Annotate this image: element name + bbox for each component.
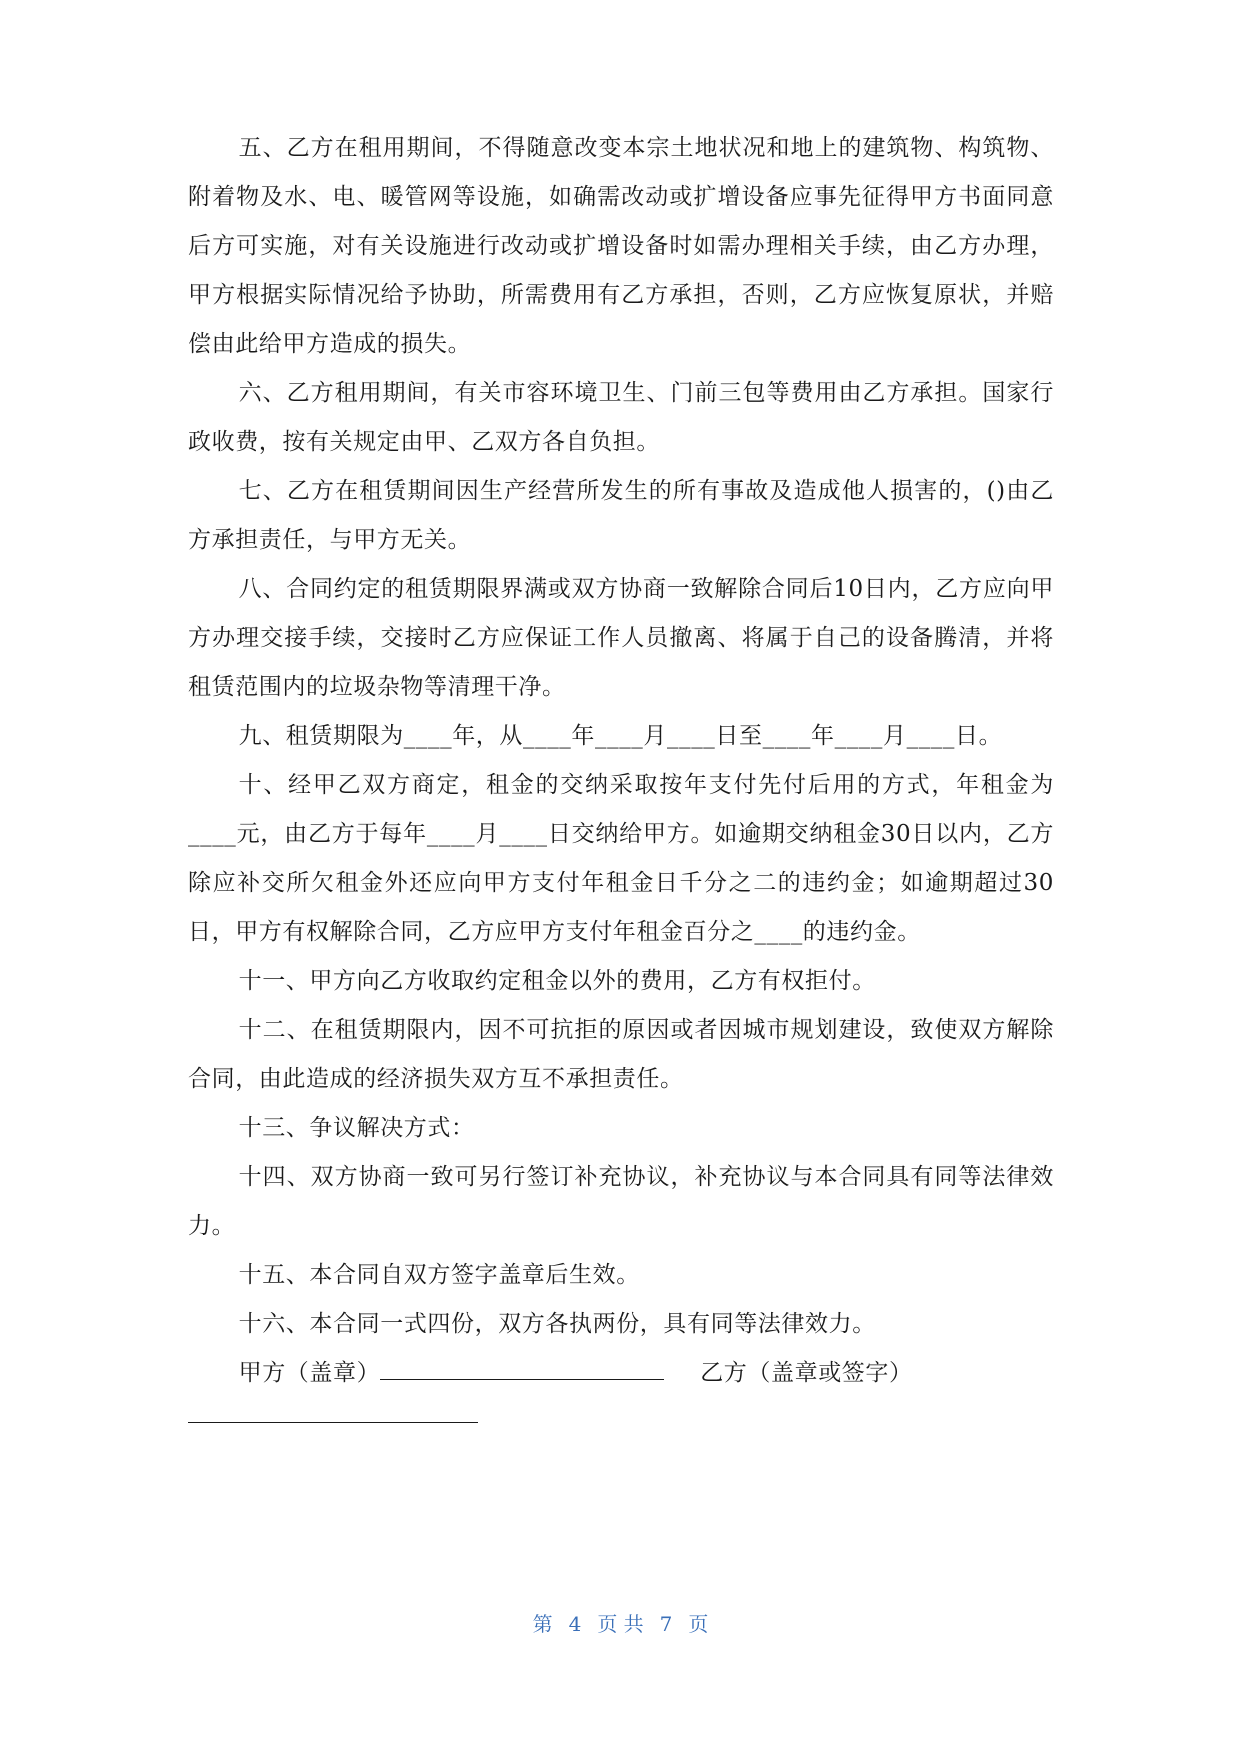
clause-13: 十三、争议解决方式： xyxy=(238,1115,475,1141)
party-a-label: 甲方（盖章） xyxy=(238,1360,381,1386)
footer-suffix: 页 xyxy=(688,1612,709,1636)
page-number: 4 xyxy=(568,1612,582,1636)
clause-6: 六、乙方租用期间，有关市容环境卫生、门前三包等费用由乙方承担。国家行政收费，按有关规定由甲、乙双方各自负担。 xyxy=(188,380,1054,455)
footer-middle: 页 共 xyxy=(597,1612,644,1636)
clause-16: 十六、本合同一式四份，双方各执两份，具有同等法律效力。 xyxy=(238,1311,876,1337)
clause-9: 九、租赁期限为____年，从____年____月____日至____年____月____日。 xyxy=(238,723,1003,749)
clause-14: 十四、双方协商一致可另行签订补充协议，补充协议与本合同具有同等法律效力。 xyxy=(188,1164,1054,1239)
footer-prefix: 第 xyxy=(532,1612,553,1636)
party-b-label: 乙方（盖章或签字） xyxy=(700,1360,913,1386)
clause-10: 十、经甲乙双方商定，租金的交纳采取按年支付先付后用的方式，年租金为____元，由乙方于每年____月____日交纳给甲方。如逾期交纳租金30日以内，乙方除应补交所欠租金外还应向甲方支付年租金日千分之二的违约金；如逾期超过30日，甲方有权解除合同，乙方应甲方支付年租金百分之____的违约金。 xyxy=(188,772,1054,945)
page-footer xyxy=(0,1608,1241,1637)
clause-15: 十五、本合同自双方签字盖章后生效。 xyxy=(238,1262,640,1288)
party-b-signature-line xyxy=(188,1398,478,1423)
party-a-signature-line xyxy=(380,1357,664,1380)
total-pages: 7 xyxy=(659,1612,673,1636)
signature-row xyxy=(188,1349,1054,1398)
document-body xyxy=(188,124,1054,1423)
clause-8: 八、合同约定的租赁期限界满或双方协商一致解除合同后10日内，乙方应向甲方办理交接手续，交接时乙方应保证工作人员撤离、将属于自己的设备腾清，并将租赁范围内的垃圾杂物等清理干净。 xyxy=(188,576,1054,700)
clause-5: 五、乙方在租用期间，不得随意改变本宗土地状况和地上的建筑物、构筑物、附着物及水、电、暖管网等设施，如确需改动或扩增设备应事先征得甲方书面同意后方可实施，对有关设施进行改动或扩增设备时如需办理相关手续，由乙方办理，甲方根据实际情况给予协助，所需费用有乙方承担，否则，乙方应恢复原状，并赔偿由此给甲方造成的损失。 xyxy=(188,135,1054,357)
clause-11: 十一、甲方向乙方收取约定租金以外的费用，乙方有权拒付。 xyxy=(238,968,876,994)
clause-7: 七、乙方在租赁期间因生产经营所发生的所有事故及造成他人损害的，()由乙方承担责任，与甲方无关。 xyxy=(188,478,1054,553)
clause-12: 十二、在租赁期限内，因不可抗拒的原因或者因城市规划建设，致使双方解除合同，由此造成的经济损失双方互不承担责任。 xyxy=(188,1017,1054,1092)
